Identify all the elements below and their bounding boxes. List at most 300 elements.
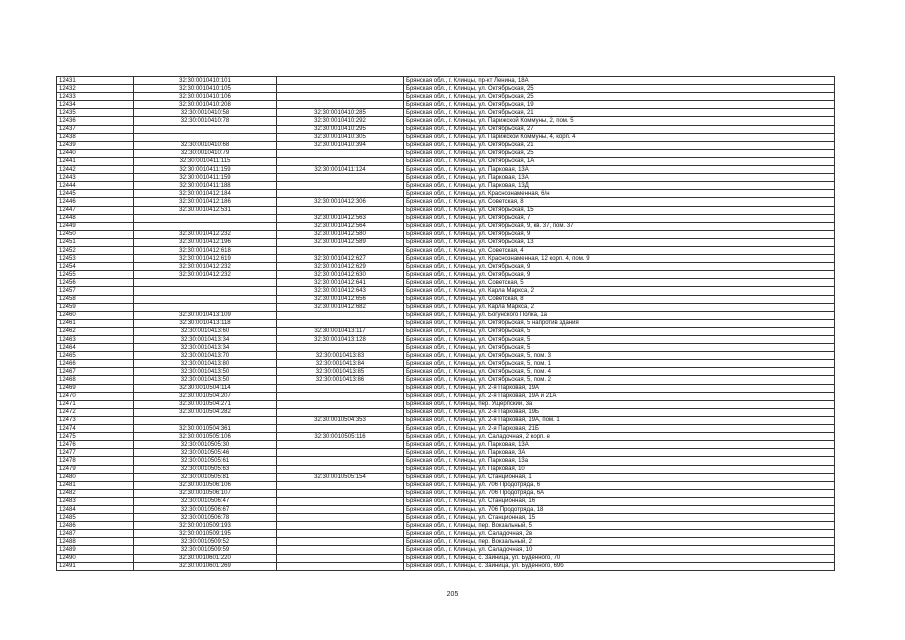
cadastral-number-cell: 32:30:0010505:61 <box>134 457 277 465</box>
address-cell: Брянская обл., г. Клинцы, ул. Советская, 4 <box>404 246 835 254</box>
address-cell: Брянская обл., г. Клинцы, пер. Вокзальный, 5 <box>404 522 835 530</box>
table-row <box>57 214 835 222</box>
cadastral-number-cell: 32:30:0010506:107 <box>134 489 277 497</box>
address-cell: Брянская обл., г. Клинцы, ул. Парковая, 3А <box>404 449 835 457</box>
related-cadastral-number-cell: 32:30:0010410:285 <box>277 109 404 117</box>
table-row <box>57 141 835 149</box>
table-row <box>57 465 835 473</box>
cadastral-number-cell: 32:30:0010509:59 <box>134 546 277 554</box>
row-number-cell: 12447 <box>57 206 134 214</box>
row-number-cell: 12452 <box>57 246 134 254</box>
row-number-cell: 12434 <box>57 101 134 109</box>
related-cadastral-number-cell <box>277 157 404 165</box>
table-row <box>57 546 835 554</box>
row-number-cell: 12469 <box>57 384 134 392</box>
cadastral-number-cell: 32:30:0010505:63 <box>134 465 277 473</box>
table-row <box>57 352 835 360</box>
related-cadastral-number-cell <box>277 425 404 433</box>
table-row <box>57 505 835 513</box>
cadastral-number-cell: 32:30:0010505:30 <box>134 441 277 449</box>
table-row <box>57 441 835 449</box>
address-cell: Брянская обл., г. Клинцы, ул. Краснознаменная, 12 корп. 4, пом. 9 <box>404 255 835 263</box>
address-cell: Брянская обл., г. Клинцы, ул. Октябрьская, 13 <box>404 238 835 246</box>
table-row <box>57 117 835 125</box>
row-number-cell: 12489 <box>57 546 134 554</box>
table-row <box>57 271 835 279</box>
table-row <box>57 400 835 408</box>
related-cadastral-number-cell: 32:30:0010505:154 <box>277 473 404 481</box>
related-cadastral-number-cell <box>277 441 404 449</box>
address-cell: Брянская обл., г. Клинцы, ул. Парковая, 13А <box>404 174 835 182</box>
row-number-cell: 12490 <box>57 554 134 562</box>
address-cell: Брянская обл., г. Клинцы, с. Зайница, ул. Буденного, 69б <box>404 562 835 570</box>
row-number-cell: 12462 <box>57 327 134 335</box>
table-row <box>57 457 835 465</box>
related-cadastral-number-cell <box>277 481 404 489</box>
row-number-cell: 12440 <box>57 149 134 157</box>
table-row <box>57 174 835 182</box>
related-cadastral-number-cell: 32:30:0010412:589 <box>277 238 404 246</box>
cadastral-number-cell <box>134 214 277 222</box>
related-cadastral-number-cell <box>277 93 404 101</box>
cadastral-number-cell: 32:30:0010410:79 <box>134 149 277 157</box>
related-cadastral-number-cell <box>277 311 404 319</box>
cadastral-number-cell <box>134 416 277 424</box>
row-number-cell: 12456 <box>57 279 134 287</box>
related-cadastral-number-cell: 32:30:0010413:84 <box>277 360 404 368</box>
related-cadastral-number-cell <box>277 174 404 182</box>
table-row <box>57 85 835 93</box>
cadastral-number-cell: 32:30:0010504:361 <box>134 425 277 433</box>
related-cadastral-number-cell <box>277 457 404 465</box>
table-row <box>57 481 835 489</box>
row-number-cell: 12467 <box>57 368 134 376</box>
related-cadastral-number-cell <box>277 554 404 562</box>
related-cadastral-number-cell: 32:30:0010412:643 <box>277 287 404 295</box>
table-row <box>57 255 835 263</box>
cadastral-number-cell: 32:30:0010411:188 <box>134 182 277 190</box>
related-cadastral-number-cell: 32:30:0010412:630 <box>277 271 404 279</box>
address-cell: Брянская обл., г. Клинцы, ул. 2-я Парковая, 19А <box>404 384 835 392</box>
related-cadastral-number-cell: 32:30:0010413:86 <box>277 376 404 384</box>
related-cadastral-number-cell: 32:30:0010505:116 <box>277 433 404 441</box>
address-cell: Брянская обл., г. Клинцы, ул. Октябрьская, 5 напротив здания <box>404 319 835 327</box>
table-row <box>57 433 835 441</box>
cadastral-number-cell: 32:30:0010412:184 <box>134 190 277 198</box>
cadastral-number-cell: 32:30:0010412:232 <box>134 230 277 238</box>
address-cell: Брянская обл., г. Клинцы, ул. Краснознаменная, 6/н <box>404 190 835 198</box>
address-cell: Брянская обл., г. Клинцы, ул. 706 Продотряда, 6А <box>404 489 835 497</box>
address-cell: Брянская обл., г. Клинцы, ул. Парковая, 13А <box>404 441 835 449</box>
row-number-cell: 12465 <box>57 352 134 360</box>
table-row <box>57 206 835 214</box>
cadastral-number-cell: 32:30:0010413:70 <box>134 352 277 360</box>
address-cell: Брянская обл., г. Клинцы, с. Зайница, ул. Буденного, 70 <box>404 554 835 562</box>
row-number-cell: 12480 <box>57 473 134 481</box>
address-cell: Брянская обл., г. Клинцы, ул. Октябрьская, 19 <box>404 101 835 109</box>
cadastral-number-cell: 32:30:0010413:109 <box>134 311 277 319</box>
table-row <box>57 93 835 101</box>
related-cadastral-number-cell <box>277 319 404 327</box>
cadastral-number-cell: 32:30:0010412:186 <box>134 198 277 206</box>
address-cell: Брянская обл., г. Клинцы, ул. Саладочная, 2в <box>404 530 835 538</box>
cadastral-number-cell: 32:30:0010506:47 <box>134 497 277 505</box>
address-cell: Брянская обл., г. Клинцы, ул. Октябрьская, 21 <box>404 141 835 149</box>
address-cell: Брянская обл., г. Клинцы, пр-кт Ленина, 18А <box>404 77 835 85</box>
address-cell: Брянская обл., г. Клинцы, пер. Ущерпский, 3а <box>404 400 835 408</box>
related-cadastral-number-cell: 32:30:0010410:292 <box>277 117 404 125</box>
related-cadastral-number-cell <box>277 408 404 416</box>
row-number-cell: 12473 <box>57 416 134 424</box>
related-cadastral-number-cell <box>277 530 404 538</box>
related-cadastral-number-cell <box>277 514 404 522</box>
row-number-cell: 12433 <box>57 93 134 101</box>
address-cell: Брянская обл., г. Клинцы, ул. Советская, 8 <box>404 295 835 303</box>
address-cell: Брянская обл., г. Клинцы, ул. Карла Маркса, 2 <box>404 287 835 295</box>
cadastral-number-cell: 32:30:0010506:67 <box>134 505 277 513</box>
table-row <box>57 295 835 303</box>
table-row <box>57 562 835 570</box>
address-cell: Брянская обл., г. Клинцы, ул. 2-я Парковая, 21Б <box>404 425 835 433</box>
cadastral-number-cell: 32:30:0010410:68 <box>134 141 277 149</box>
cadastral-number-cell: 32:30:0010413:60 <box>134 327 277 335</box>
address-cell: Брянская обл., г. Клинцы, ул. Парковая, 13А <box>404 166 835 174</box>
cadastral-number-cell: 32:30:0010504:207 <box>134 392 277 400</box>
related-cadastral-number-cell: 32:30:0010412:627 <box>277 255 404 263</box>
row-number-cell: 12474 <box>57 425 134 433</box>
cadastral-number-cell: 32:30:0010504:114 <box>134 384 277 392</box>
address-cell: Брянская обл., г. Клинцы, ул. Октябрьская, 15 <box>404 206 835 214</box>
address-cell: Брянская обл., г. Клинцы, ул. Октябрьская, 5 <box>404 344 835 352</box>
address-cell: Брянская обл., г. Клинцы, ул. 2-я Парковая, 19А, пом. 1 <box>404 416 835 424</box>
table-row <box>57 101 835 109</box>
cadastral-number-cell: 32:30:0010413:50 <box>134 376 277 384</box>
row-number-cell: 12470 <box>57 392 134 400</box>
cadastral-number-cell: 32:30:0010410:105 <box>134 85 277 93</box>
row-number-cell: 12445 <box>57 190 134 198</box>
table-row <box>57 416 835 424</box>
cadastral-number-cell <box>134 303 277 311</box>
address-cell: Брянская обл., г. Клинцы, ул. 2-я Парковая, 19А и 21А <box>404 392 835 400</box>
row-number-cell: 12443 <box>57 174 134 182</box>
cadastral-number-cell: 32:30:0010410:58 <box>134 109 277 117</box>
table-row <box>57 514 835 522</box>
table-row <box>57 287 835 295</box>
related-cadastral-number-cell <box>277 505 404 513</box>
address-cell: Брянская обл., г. Клинцы, ул. Станционная, 15 <box>404 514 835 522</box>
cadastral-number-cell: 32:30:0010410:78 <box>134 117 277 125</box>
row-number-cell: 12449 <box>57 222 134 230</box>
table-row <box>57 222 835 230</box>
related-cadastral-number-cell <box>277 392 404 400</box>
row-number-cell: 12491 <box>57 562 134 570</box>
row-number-cell: 12461 <box>57 319 134 327</box>
table-row <box>57 489 835 497</box>
address-cell: Брянская обл., г. Клинцы, ул. Октябрьская, 21 <box>404 109 835 117</box>
registry-table <box>56 76 835 571</box>
row-number-cell: 12457 <box>57 287 134 295</box>
table-row <box>57 336 835 344</box>
table-row <box>57 279 835 287</box>
cadastral-number-cell: 32:30:0010505:106 <box>134 433 277 441</box>
row-number-cell: 12453 <box>57 255 134 263</box>
address-cell: Брянская обл., г. Клинцы, ул. Станционная, 1 <box>404 473 835 481</box>
row-number-cell: 12483 <box>57 497 134 505</box>
related-cadastral-number-cell <box>277 538 404 546</box>
related-cadastral-number-cell: 32:30:0010411:124 <box>277 166 404 174</box>
cadastral-number-cell <box>134 222 277 230</box>
row-number-cell: 12450 <box>57 230 134 238</box>
related-cadastral-number-cell <box>277 101 404 109</box>
related-cadastral-number-cell <box>277 206 404 214</box>
cadastral-number-cell: 32:30:0010413:118 <box>134 319 277 327</box>
related-cadastral-number-cell <box>277 384 404 392</box>
cadastral-number-cell <box>134 133 277 141</box>
registry-table-container <box>56 76 834 571</box>
address-cell: Брянская обл., г. Клинцы, ул. Саладочная, 2 корп. е <box>404 433 835 441</box>
related-cadastral-number-cell <box>277 77 404 85</box>
cadastral-number-cell: 32:30:0010412:531 <box>134 206 277 214</box>
related-cadastral-number-cell: 32:30:0010412:306 <box>277 198 404 206</box>
table-row <box>57 246 835 254</box>
table-row <box>57 149 835 157</box>
table-row <box>57 473 835 481</box>
cadastral-number-cell: 32:30:0010410:106 <box>134 93 277 101</box>
row-number-cell: 12459 <box>57 303 134 311</box>
row-number-cell: 12432 <box>57 85 134 93</box>
related-cadastral-number-cell: 32:30:0010412:564 <box>277 222 404 230</box>
row-number-cell: 12472 <box>57 408 134 416</box>
address-cell: Брянская обл., г. Клинцы, ул. Парковая, 10 <box>404 465 835 473</box>
row-number-cell: 12460 <box>57 311 134 319</box>
table-row <box>57 360 835 368</box>
related-cadastral-number-cell: 32:30:0010413:83 <box>277 352 404 360</box>
table-row <box>57 327 835 335</box>
row-number-cell: 12475 <box>57 433 134 441</box>
row-number-cell: 12477 <box>57 449 134 457</box>
table-row <box>57 109 835 117</box>
row-number-cell: 12471 <box>57 400 134 408</box>
address-cell: Брянская обл., г. Клинцы, ул. 706 Продотряда, 6 <box>404 481 835 489</box>
cadastral-number-cell: 32:30:0010506:106 <box>134 481 277 489</box>
table-row <box>57 392 835 400</box>
row-number-cell: 12436 <box>57 117 134 125</box>
row-number-cell: 12458 <box>57 295 134 303</box>
table-row <box>57 368 835 376</box>
cadastral-number-cell <box>134 279 277 287</box>
row-number-cell: 12482 <box>57 489 134 497</box>
cadastral-number-cell: 32:30:0010413:50 <box>134 368 277 376</box>
address-cell: Брянская обл., г. Клинцы, ул. Октябрьская, 9 <box>404 263 835 271</box>
address-cell: Брянская обл., г. Клинцы, ул. Советская, 5 <box>404 279 835 287</box>
cadastral-number-cell: 32:30:0010504:271 <box>134 400 277 408</box>
row-number-cell: 12463 <box>57 336 134 344</box>
row-number-cell: 12438 <box>57 133 134 141</box>
address-cell: Брянская обл., г. Клинцы, ул. 706 Продотряда, 18 <box>404 505 835 513</box>
related-cadastral-number-cell: 32:30:0010413:85 <box>277 368 404 376</box>
table-row <box>57 449 835 457</box>
table-row <box>57 319 835 327</box>
address-cell: Брянская обл., г. Клинцы, ул. Октябрьская, 5 <box>404 336 835 344</box>
cadastral-number-cell: 32:30:0010505:46 <box>134 449 277 457</box>
row-number-cell: 12487 <box>57 530 134 538</box>
table-row <box>57 384 835 392</box>
address-cell: Брянская обл., г. Клинцы, ул. Саладочная, 10 <box>404 546 835 554</box>
related-cadastral-number-cell: 32:30:0010413:128 <box>277 336 404 344</box>
related-cadastral-number-cell <box>277 190 404 198</box>
table-row <box>57 530 835 538</box>
registry-table-body <box>57 77 835 571</box>
row-number-cell: 12442 <box>57 166 134 174</box>
row-number-cell: 12437 <box>57 125 134 133</box>
address-cell: Брянская обл., г. Клинцы, ул. Октябрьская, 5, пом. 3 <box>404 352 835 360</box>
address-cell: Брянская обл., г. Клинцы, ул. Октябрьская, 25 <box>404 85 835 93</box>
cadastral-number-cell: 32:30:0010412:619 <box>134 255 277 263</box>
row-number-cell: 12451 <box>57 238 134 246</box>
table-row <box>57 522 835 530</box>
address-cell: Брянская обл., г. Клинцы, ул. Парковая, 13Д <box>404 182 835 190</box>
cadastral-number-cell: 32:30:0010601:220 <box>134 554 277 562</box>
cadastral-number-cell: 32:30:0010411:159 <box>134 174 277 182</box>
row-number-cell: 12468 <box>57 376 134 384</box>
related-cadastral-number-cell: 32:30:0010412:641 <box>277 279 404 287</box>
cadastral-number-cell: 32:30:0010412:232 <box>134 263 277 271</box>
table-row <box>57 230 835 238</box>
cadastral-number-cell: 32:30:0010410:101 <box>134 77 277 85</box>
address-cell: Брянская обл., г. Клинцы, ул. Октябрьская, 25 <box>404 149 835 157</box>
address-cell: Брянская обл., г. Клинцы, ул. Октябрьская, 5, пом. 2 <box>404 376 835 384</box>
table-row <box>57 125 835 133</box>
address-cell: Брянская обл., г. Клинцы, ул. Октябрьская, 9 <box>404 271 835 279</box>
cadastral-number-cell: 32:30:0010509:193 <box>134 522 277 530</box>
row-number-cell: 12454 <box>57 263 134 271</box>
table-row <box>57 425 835 433</box>
row-number-cell: 12448 <box>57 214 134 222</box>
table-row <box>57 133 835 141</box>
related-cadastral-number-cell <box>277 497 404 505</box>
related-cadastral-number-cell <box>277 246 404 254</box>
address-cell: Брянская обл., г. Клинцы, ул. Октябрьская, 25 <box>404 93 835 101</box>
related-cadastral-number-cell: 32:30:0010412:629 <box>277 263 404 271</box>
table-row <box>57 166 835 174</box>
cadastral-number-cell: 32:30:0010504:282 <box>134 408 277 416</box>
table-row <box>57 408 835 416</box>
address-cell: Брянская обл., г. Клинцы, пер. Вокзальный, 2 <box>404 538 835 546</box>
related-cadastral-number-cell <box>277 344 404 352</box>
page-number: 205 <box>446 591 459 598</box>
row-number-cell: 12484 <box>57 505 134 513</box>
related-cadastral-number-cell <box>277 465 404 473</box>
address-cell: Брянская обл., г. Клинцы, ул. Октябрьская, 9, кв. 37, пом. 37 <box>404 222 835 230</box>
row-number-cell: 12446 <box>57 198 134 206</box>
address-cell: Брянская обл., г. Клинцы, ул. 2-я Парковая, 19Б <box>404 408 835 416</box>
row-number-cell: 12486 <box>57 522 134 530</box>
address-cell: Брянская обл., г. Клинцы, ул. Карла Маркса, 2 <box>404 303 835 311</box>
cadastral-number-cell: 32:30:0010410:208 <box>134 101 277 109</box>
cadastral-number-cell <box>134 295 277 303</box>
related-cadastral-number-cell <box>277 182 404 190</box>
cadastral-number-cell <box>134 125 277 133</box>
related-cadastral-number-cell: 32:30:0010410:394 <box>277 141 404 149</box>
table-row <box>57 238 835 246</box>
cadastral-number-cell: 32:30:0010411:159 <box>134 166 277 174</box>
row-number-cell: 12455 <box>57 271 134 279</box>
address-cell: Брянская обл., г. Клинцы, ул. Октябрьская, 1А <box>404 157 835 165</box>
related-cadastral-number-cell <box>277 489 404 497</box>
cadastral-number-cell: 32:30:0010413:80 <box>134 360 277 368</box>
row-number-cell: 12441 <box>57 157 134 165</box>
table-row <box>57 263 835 271</box>
address-cell: Брянская обл., г. Клинцы, ул. Октябрьская, 7 <box>404 214 835 222</box>
table-row <box>57 77 835 85</box>
related-cadastral-number-cell <box>277 400 404 408</box>
address-cell: Брянская обл., г. Клинцы, ул. Парковая, 13а <box>404 457 835 465</box>
row-number-cell: 12476 <box>57 441 134 449</box>
row-number-cell: 12478 <box>57 457 134 465</box>
related-cadastral-number-cell: 32:30:0010504:353 <box>277 416 404 424</box>
address-cell: Брянская обл., г. Клинцы, ул. Богунского Полка, 1а <box>404 311 835 319</box>
table-row <box>57 157 835 165</box>
row-number-cell: 12444 <box>57 182 134 190</box>
address-cell: Брянская обл., г. Клинцы, ул. Октябрьская, 5 <box>404 327 835 335</box>
address-cell: Брянская обл., г. Клинцы, ул. Октябрьская, 5, пом. 1 <box>404 360 835 368</box>
row-number-cell: 12435 <box>57 109 134 117</box>
table-row <box>57 190 835 198</box>
related-cadastral-number-cell: 32:30:0010412:682 <box>277 303 404 311</box>
address-cell: Брянская обл., г. Клинцы, ул. Станционная, 16 <box>404 497 835 505</box>
related-cadastral-number-cell <box>277 85 404 93</box>
table-row <box>57 198 835 206</box>
table-row <box>57 538 835 546</box>
related-cadastral-number-cell <box>277 546 404 554</box>
row-number-cell: 12439 <box>57 141 134 149</box>
related-cadastral-number-cell <box>277 449 404 457</box>
related-cadastral-number-cell: 32:30:0010412:656 <box>277 295 404 303</box>
related-cadastral-number-cell <box>277 149 404 157</box>
row-number-cell: 12464 <box>57 344 134 352</box>
related-cadastral-number-cell: 32:30:0010412:563 <box>277 214 404 222</box>
cadastral-number-cell <box>134 287 277 295</box>
table-row <box>57 344 835 352</box>
row-number-cell: 12466 <box>57 360 134 368</box>
table-row <box>57 554 835 562</box>
cadastral-number-cell: 32:30:0010412:196 <box>134 238 277 246</box>
table-row <box>57 182 835 190</box>
cadastral-number-cell: 32:30:0010506:78 <box>134 514 277 522</box>
related-cadastral-number-cell: 32:30:0010410:295 <box>277 125 404 133</box>
cadastral-number-cell: 32:30:0010412:232 <box>134 271 277 279</box>
table-row <box>57 376 835 384</box>
related-cadastral-number-cell: 32:30:0010410:305 <box>277 133 404 141</box>
cadastral-number-cell: 32:30:0010413:34 <box>134 336 277 344</box>
address-cell: Брянская обл., г. Клинцы, ул. Парижской Коммуны, 4, корп. 4 <box>404 133 835 141</box>
row-number-cell: 12481 <box>57 481 134 489</box>
address-cell: Брянская обл., г. Клинцы, ул. Октябрьская, 9 <box>404 230 835 238</box>
table-row <box>57 311 835 319</box>
row-number-cell: 12488 <box>57 538 134 546</box>
table-row <box>57 497 835 505</box>
cadastral-number-cell: 32:30:0010412:618 <box>134 246 277 254</box>
row-number-cell: 12485 <box>57 514 134 522</box>
address-cell: Брянская обл., г. Клинцы, ул. Парижской Коммуны, 2, пом. 5 <box>404 117 835 125</box>
cadastral-number-cell: 32:30:0010505:81 <box>134 473 277 481</box>
cadastral-number-cell: 32:30:0010413:34 <box>134 344 277 352</box>
table-row <box>57 303 835 311</box>
related-cadastral-number-cell: 32:30:0010412:580 <box>277 230 404 238</box>
row-number-cell: 12431 <box>57 77 134 85</box>
address-cell: Брянская обл., г. Клинцы, ул. Советская, 8 <box>404 198 835 206</box>
row-number-cell: 12479 <box>57 465 134 473</box>
